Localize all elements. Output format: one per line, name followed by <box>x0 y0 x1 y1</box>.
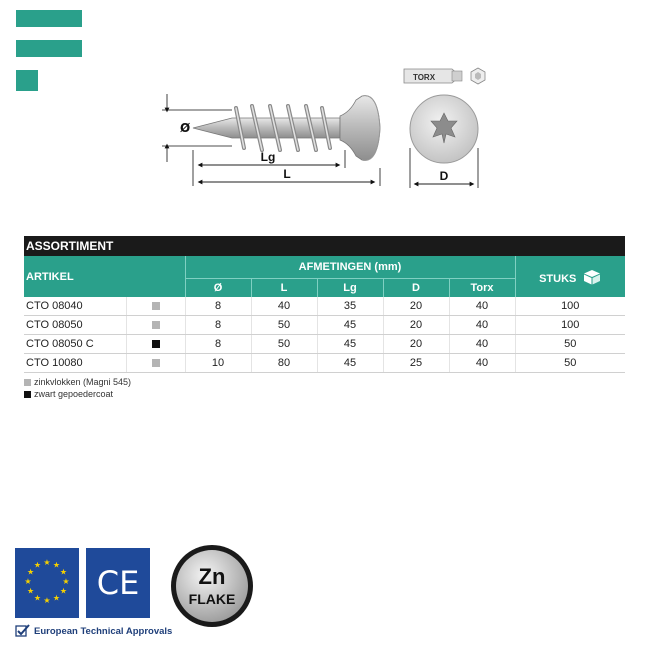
coating-swatch <box>152 302 160 310</box>
logo-bar-small <box>16 70 38 91</box>
lg-label: Lg <box>260 150 276 164</box>
logo-bar-middle <box>16 40 82 57</box>
eta-text: European Technical Approvals <box>34 625 173 637</box>
length-cell: 50 <box>251 316 317 335</box>
col-lg-header: Lg <box>317 279 383 298</box>
diameter-cell: 8 <box>185 297 251 316</box>
artikel-cell: CTO 08050 <box>24 316 126 335</box>
coating-swatch <box>152 321 160 329</box>
screw-technical-drawing <box>150 64 500 194</box>
d-label: D <box>439 169 449 183</box>
artikel-cell: CTO 10080 <box>24 354 126 373</box>
coating-swatch-cell <box>126 297 185 316</box>
table-row <box>24 297 625 316</box>
stuks-cell: 100 <box>515 316 625 335</box>
coating-swatch-cell <box>126 335 185 354</box>
col-stuks-header <box>515 256 625 297</box>
eu-star-icon: ★ <box>43 558 51 567</box>
coating-swatch <box>152 340 160 348</box>
thread-length-cell: 45 <box>317 354 383 373</box>
eta-approval <box>15 624 172 638</box>
eu-flag-icon <box>15 548 79 618</box>
col-torx-header: Torx <box>449 279 515 298</box>
legend-item-zinkvlokken <box>24 377 131 387</box>
torx-cell: 40 <box>449 316 515 335</box>
stuks-cell: 50 <box>515 335 625 354</box>
artikel-cell: CTO 08040 <box>24 297 126 316</box>
coating-swatch-cell <box>126 354 185 373</box>
head-diameter-cell: 20 <box>383 335 449 354</box>
eu-star-icon: ★ <box>59 567 68 577</box>
table-title: ASSORTIMENT <box>24 236 625 256</box>
assortment-table <box>24 236 625 373</box>
length-cell: 50 <box>251 335 317 354</box>
head-diameter-cell: 25 <box>383 354 449 373</box>
diameter-label: Ø <box>180 121 191 135</box>
eu-star-icon: ★ <box>62 577 70 586</box>
table-row <box>24 335 625 354</box>
coating-swatch <box>152 359 160 367</box>
zn-flake-badge <box>170 544 254 628</box>
legend-item-zwart <box>24 389 113 399</box>
eu-star-icon: ★ <box>52 593 61 603</box>
table-row <box>24 354 625 373</box>
eu-star-icon: ★ <box>33 593 42 603</box>
artikel-cell: CTO 08050 C <box>24 335 126 354</box>
screw-side-view <box>193 96 380 161</box>
col-diameter-header: Ø <box>185 279 251 298</box>
legend-swatch-black <box>24 391 31 398</box>
coating-swatch-cell <box>126 316 185 335</box>
length-cell: 80 <box>251 354 317 373</box>
eu-star-icon: ★ <box>24 577 32 586</box>
thread-length-cell: 35 <box>317 297 383 316</box>
col-artikel-header: ARTIKEL <box>24 256 185 297</box>
stuks-cell: 100 <box>515 297 625 316</box>
thread-length-cell: 45 <box>317 316 383 335</box>
diameter-cell: 8 <box>185 316 251 335</box>
diameter-cell: 8 <box>185 335 251 354</box>
eu-star-icon: ★ <box>26 586 35 596</box>
head-diameter-cell: 20 <box>383 297 449 316</box>
ce-text: CE <box>96 564 140 602</box>
eu-star-icon: ★ <box>59 586 68 596</box>
flake-text: FLAKE <box>188 591 236 607</box>
eu-star-icon: ★ <box>26 567 35 577</box>
col-d-header: D <box>383 279 449 298</box>
eu-star-icon: ★ <box>43 596 51 605</box>
thread-length-cell: 45 <box>317 335 383 354</box>
legend-text: zwart gepoedercoat <box>34 389 114 399</box>
torx-bit-label: TORX <box>412 73 436 82</box>
table-row <box>24 316 625 335</box>
eu-star-icon: ★ <box>33 560 42 570</box>
stuks-cell: 50 <box>515 354 625 373</box>
head-diameter-cell: 20 <box>383 316 449 335</box>
logo-bar-top <box>16 10 82 27</box>
col-l-header: L <box>251 279 317 298</box>
afmetingen-header: AFMETINGEN (mm) <box>185 256 515 279</box>
legend-text: zinkvlokken (Magni 545) <box>34 377 132 387</box>
legend-swatch-grey <box>24 379 31 386</box>
torx-cell: 40 <box>449 335 515 354</box>
torx-cell: 40 <box>449 354 515 373</box>
screw-head-top-view <box>410 95 478 163</box>
ce-mark-icon <box>86 548 150 618</box>
zn-text: Zn <box>198 564 226 589</box>
box-icon <box>583 269 601 285</box>
diameter-cell: 10 <box>185 354 251 373</box>
checkbox-check-icon <box>15 624 31 638</box>
torx-bit-icon <box>404 69 462 83</box>
length-cell: 40 <box>251 297 317 316</box>
torx-cell: 40 <box>449 297 515 316</box>
eu-star-icon: ★ <box>52 560 61 570</box>
hexalobular-tip-icon <box>471 68 485 84</box>
stuks-label: STUKS <box>539 272 577 285</box>
l-label: L <box>283 167 291 181</box>
